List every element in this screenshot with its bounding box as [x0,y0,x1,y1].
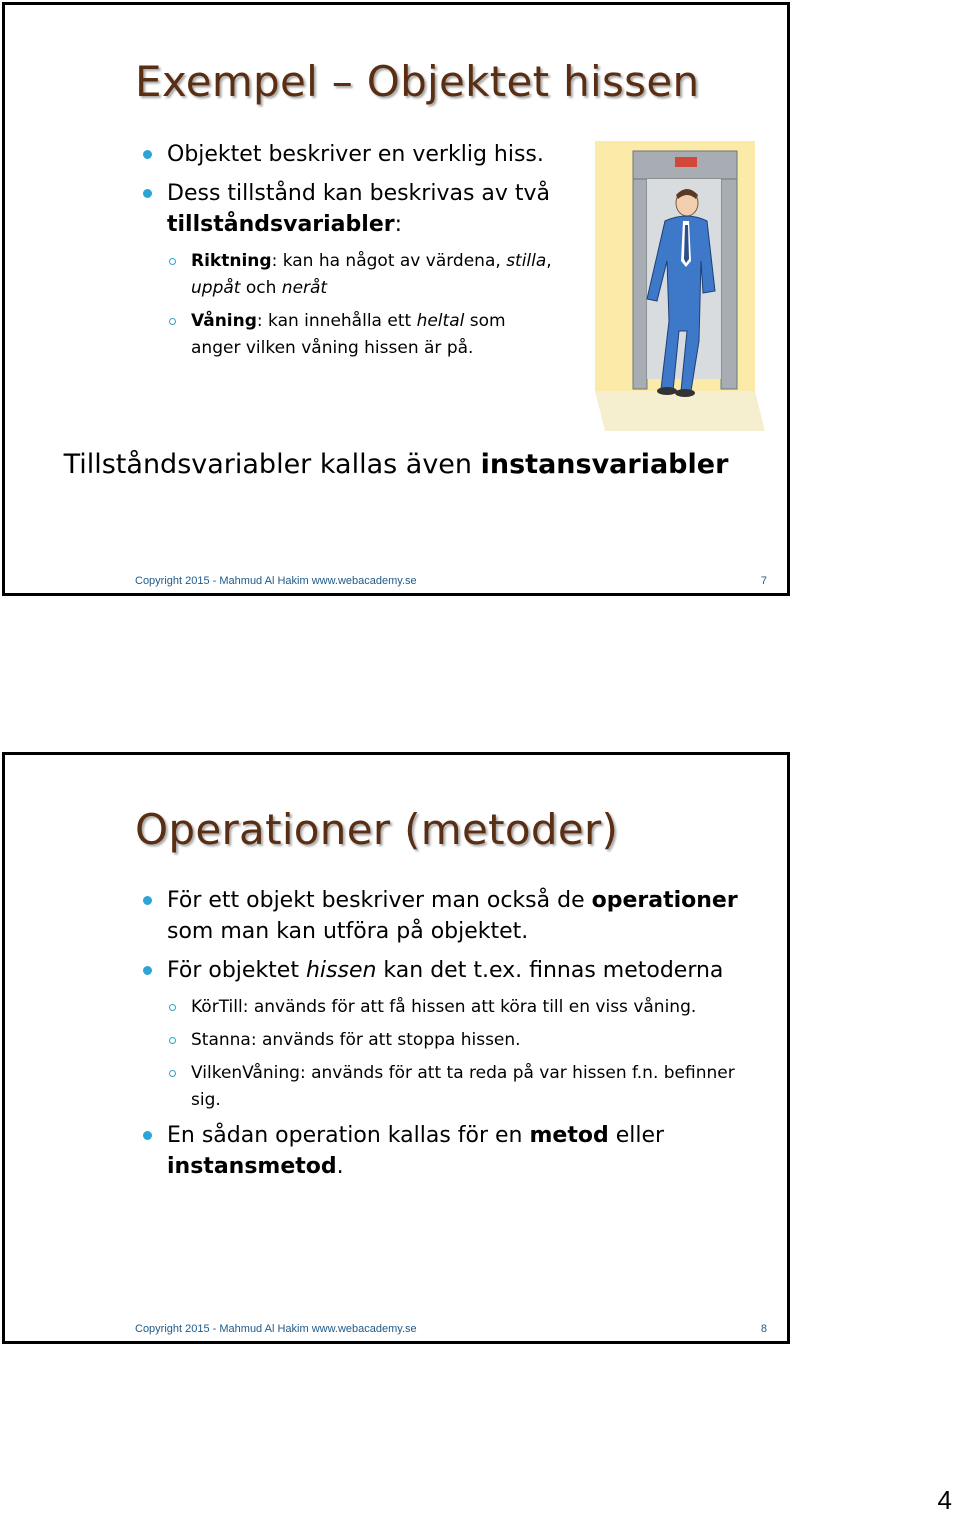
footer-copyright: Copyright 2015 - Mahmud Al Hakim www.webacademy.se [135,1323,417,1335]
slide-number: 7 [760,575,767,587]
bullet-item: För objektet hissen kan det t.ex. finnas metoderna [139,955,759,986]
slide-title: Exempel – Objektet hissen [135,57,700,106]
sub-bullet-item: Riktning: kan ha något av värdena, stilla, uppåt och neråt [139,248,559,302]
sub-bullet-item: VilkenVåning: används för att ta reda på var hissen f.n. befinner sig. [139,1060,759,1114]
slide-8 [2,752,790,1344]
bullet-item: Objektet beskriver en verklig hiss. [139,139,559,170]
elevator-man-clipart-icon [595,141,765,431]
page-number: 4 [937,1485,952,1515]
footer-copyright: Copyright 2015 - Mahmud Al Hakim www.webacademy.se [135,575,417,587]
sub-bullet-item: Våning: kan innehålla ett heltal som anger vilken våning hissen är på. [139,308,559,362]
slide-title: Operationer (metoder) [135,805,619,854]
slide-7 [2,2,790,596]
sub-bullet-item: Stanna: används för att stoppa hissen. [139,1027,759,1054]
sub-bullet-item: KörTill: används för att få hissen att köra till en viss våning. [139,994,759,1021]
note-line: Tillståndsvariabler kallas även instansvariabler [63,449,729,480]
bullet-list [139,885,759,1190]
bullet-list [139,139,559,368]
slide-number: 8 [760,1323,767,1335]
bullet-item: En sådan operation kallas för en metod eller instansmetod. [139,1120,759,1182]
bullet-item: För ett objekt beskriver man också de operationer som man kan utföra på objektet. [139,885,759,947]
bullet-item: Dess tillstånd kan beskrivas av två tillståndsvariabler: [139,178,559,240]
